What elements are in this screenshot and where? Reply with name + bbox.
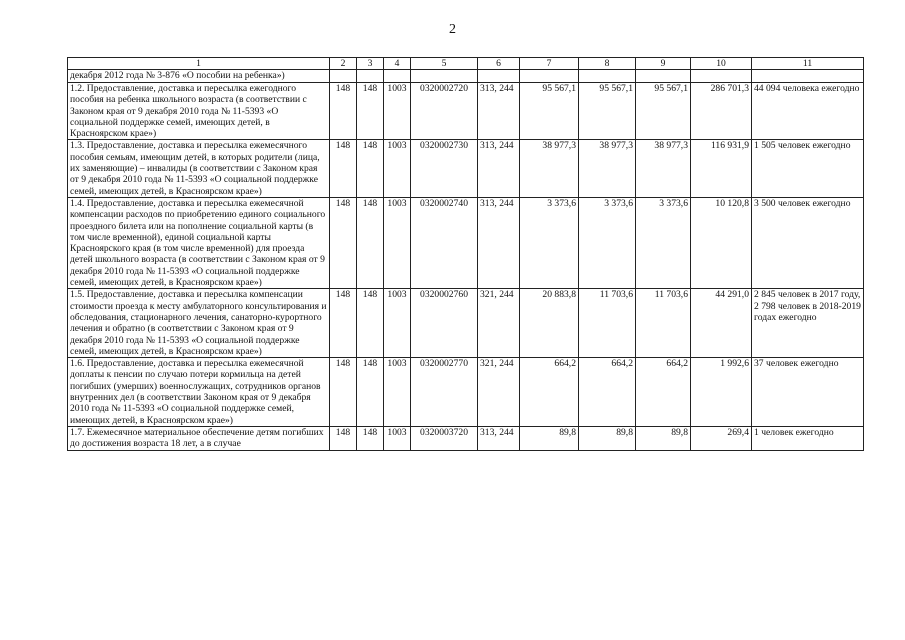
- measure-name: 1.5. Предоставление, доставка и пересылка компенсации стоимости проезда к месту амбулаторного консультирования и обследования, стационарного лечения, санаторно-курортного лечения и обратно (в соответствии с Законом края от 9 декабря 2010 года № 11-5393 «О социальной поддержке семей, имеющих детей, в Красноярском крае»): [68, 289, 330, 358]
- subsection-code: 1003: [384, 426, 411, 450]
- admin-code: 148: [330, 140, 357, 197]
- section-code: 148: [357, 83, 384, 140]
- column-number: 11: [752, 58, 864, 70]
- expected-result: 1 505 человек ежегодно: [752, 140, 864, 197]
- measure-name: 1.2. Предоставление, доставка и пересылка ежегодного пособия на ребенка школьного возраста (в соответствии с Законом края от 9 декабря 2010 года № 11-5393 «О социальной поддержке семей, имеющих детей, в Красноярском крае»): [68, 83, 330, 140]
- amount-year-2: 95 567,1: [579, 83, 636, 140]
- page-number: 2: [449, 22, 456, 37]
- column-number: 1: [68, 58, 330, 70]
- column-number: 10: [691, 58, 752, 70]
- empty-cell: [357, 70, 384, 83]
- target-article-code: 0320003720: [411, 426, 478, 450]
- empty-cell: [478, 70, 520, 83]
- table-row: [68, 83, 864, 140]
- empty-cell: [330, 70, 357, 83]
- subsection-code: 1003: [384, 140, 411, 197]
- measure-name: 1.3. Предоставление, доставка и пересылка ежемесячного пособия семьям, имеющим детей, в которых родители (лица, их заменяющие) – инвалиды (в соответствии с Законом края от 9 декабря 2010 года № 11-5393 «О социальной поддержке семей, имеющих детей, в Красноярском крае»): [68, 140, 330, 197]
- amount-year-2: 89,8: [579, 426, 636, 450]
- section-code: 148: [357, 289, 384, 358]
- expected-result: 37 человек ежегодно: [752, 358, 864, 427]
- amount-total: 44 291,0: [691, 289, 752, 358]
- empty-cell: [752, 70, 864, 83]
- column-number: 7: [520, 58, 579, 70]
- amount-year-2: 664,2: [579, 358, 636, 427]
- section-code: 148: [357, 197, 384, 288]
- column-number: 4: [384, 58, 411, 70]
- section-code: 148: [357, 140, 384, 197]
- target-article-code: 0320002730: [411, 140, 478, 197]
- empty-cell: [636, 70, 691, 83]
- table-row: [68, 197, 864, 288]
- amount-total: 116 931,9: [691, 140, 752, 197]
- empty-cell: [411, 70, 478, 83]
- amount-total: 10 120,8: [691, 197, 752, 288]
- expected-result: 1 человек ежегодно: [752, 426, 864, 450]
- column-number: 2: [330, 58, 357, 70]
- expected-result: 44 094 человека ежегодно: [752, 83, 864, 140]
- expense-type-code: 313, 244: [478, 140, 520, 197]
- empty-cell: [520, 70, 579, 83]
- target-article-code: 0320002720: [411, 83, 478, 140]
- amount-year-1: 664,2: [520, 358, 579, 427]
- target-article-code: 0320002740: [411, 197, 478, 288]
- column-number: 6: [478, 58, 520, 70]
- admin-code: 148: [330, 197, 357, 288]
- amount-year-1: 89,8: [520, 426, 579, 450]
- expense-type-code: 321, 244: [478, 289, 520, 358]
- amount-total: 269,4: [691, 426, 752, 450]
- expense-type-code: 321, 244: [478, 358, 520, 427]
- continuation-text: декабря 2012 года № 3-876 «О пособии на ребенка»): [68, 70, 330, 83]
- amount-year-3: 95 567,1: [636, 83, 691, 140]
- empty-cell: [579, 70, 636, 83]
- expense-type-code: 313, 244: [478, 197, 520, 288]
- subsection-code: 1003: [384, 358, 411, 427]
- subsection-code: 1003: [384, 83, 411, 140]
- section-code: 148: [357, 358, 384, 427]
- amount-year-3: 11 703,6: [636, 289, 691, 358]
- subsection-code: 1003: [384, 197, 411, 288]
- empty-cell: [691, 70, 752, 83]
- expected-result: 2 845 человек в 2017 году, 2 798 человек в 2018-2019 годах ежегодно: [752, 289, 864, 358]
- measure-name: 1.7. Ежемесячное материальное обеспечение детям погибших до достижения возраста 18 лет, а в случае: [68, 426, 330, 450]
- amount-total: 286 701,3: [691, 83, 752, 140]
- amount-year-1: 95 567,1: [520, 83, 579, 140]
- expense-type-code: 313, 244: [478, 426, 520, 450]
- column-number: 5: [411, 58, 478, 70]
- amount-year-2: 11 703,6: [579, 289, 636, 358]
- empty-cell: [384, 70, 411, 83]
- amount-year-3: 38 977,3: [636, 140, 691, 197]
- amount-year-3: 3 373,6: [636, 197, 691, 288]
- table-row: [68, 140, 864, 197]
- amount-year-2: 3 373,6: [579, 197, 636, 288]
- admin-code: 148: [330, 358, 357, 427]
- amount-total: 1 992,6: [691, 358, 752, 427]
- amount-year-1: 38 977,3: [520, 140, 579, 197]
- subsection-code: 1003: [384, 289, 411, 358]
- target-article-code: 0320002760: [411, 289, 478, 358]
- admin-code: 148: [330, 83, 357, 140]
- amount-year-2: 38 977,3: [579, 140, 636, 197]
- column-number-row: [68, 58, 864, 70]
- table-row: [68, 358, 864, 427]
- amount-year-1: 3 373,6: [520, 197, 579, 288]
- section-code: 148: [357, 426, 384, 450]
- expected-result: 3 500 человек ежегодно: [752, 197, 864, 288]
- amount-year-3: 89,8: [636, 426, 691, 450]
- table-row: [68, 289, 864, 358]
- measure-name: 1.4. Предоставление, доставка и пересылка ежемесячной компенсации расходов по приобретению единого социального проездного билета или на пополнение социальной карты (в том числе временной), единой социальной карты Красноярского края (в том числе временной) для проезда детей школьного возраста (в соответствии с Законом края от 9 декабря 2010 года № 11-5393 «О социальной поддержке семей, имеющих детей, в Красноярском крае»): [68, 197, 330, 288]
- column-number: 9: [636, 58, 691, 70]
- table-row: [68, 426, 864, 450]
- column-number: 3: [357, 58, 384, 70]
- amount-year-1: 20 883,8: [520, 289, 579, 358]
- target-article-code: 0320002770: [411, 358, 478, 427]
- budget-table: [67, 57, 864, 451]
- admin-code: 148: [330, 426, 357, 450]
- measure-name: 1.6. Предоставление, доставка и пересылка ежемесячной доплаты к пенсии по случаю потери кормильца на детей погибших (умерших) военнослужащих, сотрудников органов внутренних дел (в соответствии Законом края от 9 декабря 2010 года № 11-5393 «О социальной поддержке семей, имеющих детей, в Красноярском крае»): [68, 358, 330, 427]
- admin-code: 148: [330, 289, 357, 358]
- expense-type-code: 313, 244: [478, 83, 520, 140]
- continuation-row: [68, 70, 864, 83]
- column-number: 8: [579, 58, 636, 70]
- amount-year-3: 664,2: [636, 358, 691, 427]
